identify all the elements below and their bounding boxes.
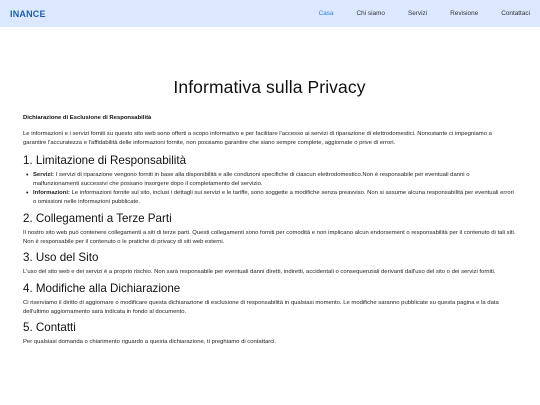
section-uso-sito bbox=[23, 251, 516, 277]
nav-link-servizi[interactable]: Servizi bbox=[407, 10, 428, 17]
section-text: Ci riserviamo il diritto di aggiornare o modificare questa dichiarazione di esclusione di responsabilità in qualsiasi momento. Le modifiche saranno pubblicate su questa pagina e la data dell'ultimo aggiornamento sarà indicata in fondo al documento. bbox=[23, 299, 499, 315]
page-title: Informativa sulla Privacy bbox=[173, 77, 366, 97]
section-text: L'uso del sito web e dei servizi è a proprio rischio. Non sarà responsabile per eventuali danni diretti, indiretti, accidentali o consequenziali derivanti dall'uso del sito o dei servizi forniti. bbox=[23, 269, 496, 276]
nav-link-chi-siamo[interactable]: Chi siamo bbox=[356, 10, 385, 17]
main-nav bbox=[296, 10, 530, 17]
list-item bbox=[33, 171, 516, 190]
nav-link-contattaci[interactable]: Contattaci bbox=[501, 10, 530, 17]
brand-logo-text[interactable]: INANCE bbox=[10, 8, 46, 19]
section-limitazione bbox=[23, 154, 516, 208]
list-item bbox=[33, 189, 516, 208]
section-heading: 5. Contatti bbox=[23, 321, 76, 335]
list-item-term: Servizi: bbox=[33, 171, 54, 178]
section-heading: 2. Collegamenti a Terze Parti bbox=[23, 211, 172, 225]
section-text: Il nostro sito web può contenere collegamenti a siti di terze parti. Questi collegamenti sono forniti per comodità e non implicano alcun endorsement o responsabilità per il contenuto di tali siti. Non è responsabile per il contenuto o le pratiche di privacy di siti web esterni. bbox=[23, 229, 516, 246]
list-item-term: Informazioni: bbox=[33, 190, 70, 197]
section-heading: 3. Uso del Sito bbox=[23, 251, 99, 265]
top-navbar bbox=[0, 0, 540, 27]
list-item-text: I servizi di riparazione vengono forniti in base alla disponibilità e alle condizioni specifiche di ciascun elettrodomestico.Non è responsabile per eventuali danni o malfunzionamenti successivi che possano insorgere dopo il completamento del servizio. bbox=[33, 171, 470, 187]
main-content bbox=[0, 77, 540, 348]
nav-link-revisione[interactable]: Revisione bbox=[450, 10, 479, 17]
intro-paragraph: Le informazioni e i servizi forniti su questo sito web sono offerti a scopo informativo e per facilitare l'accesso ai servizi di riparazione di elettrodomestici. Nonostante ci impegniamo a garantire l'accuratezza e l'affidabilità delle informazioni fornite, non possiamo garantire che siano sempre complete, aggiornate o prive di errori. bbox=[23, 131, 492, 147]
section-modifiche bbox=[23, 282, 516, 318]
limitazione-list bbox=[33, 171, 516, 208]
nav-link-casa[interactable]: Casa bbox=[318, 10, 334, 17]
disclaimer-heading: Dichiarazione di Esclusione di Responsabilità bbox=[23, 115, 152, 121]
section-contatti bbox=[23, 321, 516, 347]
list-item-text: Le informazioni fornite sul sito, inclusi i dettagli sui servizi e le tariffe, sono soggette a modifiche senza preavviso. Non si assume alcuna responsabilità per eventuali errori o omissioni nelle informazioni pubblicate. bbox=[33, 190, 514, 206]
section-collegamenti bbox=[23, 212, 516, 248]
section-heading: 4. Modifiche alla Dichiarazione bbox=[23, 281, 181, 295]
section-text: Per qualsiasi domanda o chiarimento riguardo a questa dichiarazione, ti preghiamo di contattarci. bbox=[23, 339, 277, 346]
section-heading: 1. Limitazione di Responsabilità bbox=[23, 153, 187, 167]
